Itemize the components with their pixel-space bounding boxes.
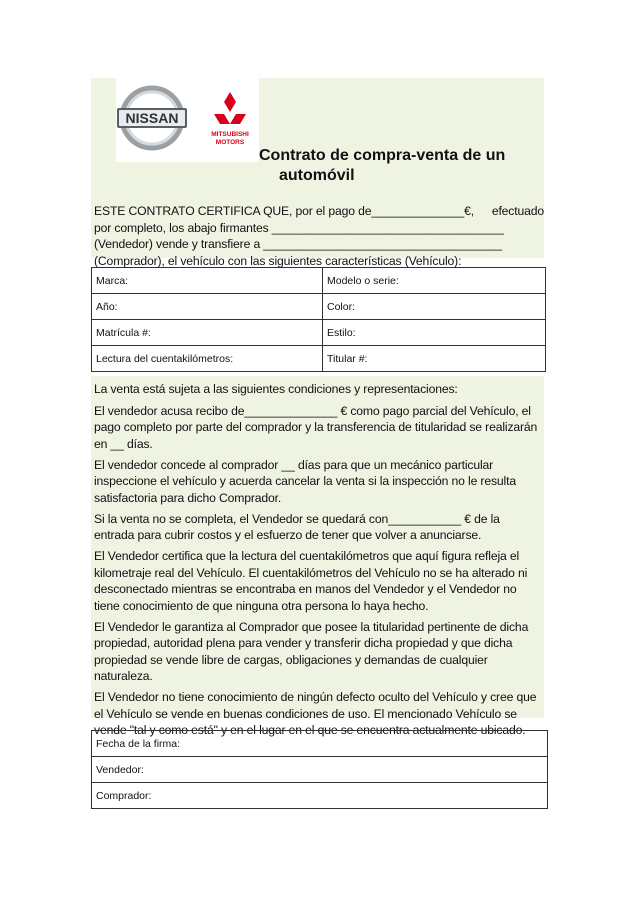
field-ano[interactable]: Año: xyxy=(92,294,323,320)
intro-line-2: por completo, los abajo firmantes ___________________________________ xyxy=(94,220,504,235)
nissan-logo xyxy=(117,88,187,148)
field-vendedor[interactable]: Vendedor: xyxy=(92,757,548,783)
mitsubishi-logo xyxy=(211,92,249,146)
logos-graphic xyxy=(116,78,259,162)
field-estilo[interactable]: Estilo: xyxy=(323,320,546,346)
condition-paragraph: El vendedor acusa recibo de______________ € como pago parcial del Vehículo, el pago completo por parte del comprador y la transferencia de titularidad se realizarán en __ días. xyxy=(94,403,538,451)
field-modelo[interactable]: Modelo o serie: xyxy=(323,268,546,294)
title-line-1: Contrato de compra-venta de un xyxy=(259,147,506,164)
condition-paragraph: El vendedor concede al comprador __ días para que un mecánico particular inspeccione el vehículo y acuerda cancelar la venta si la inspección no le resulta satisfactoria para dicho Comprador. xyxy=(94,457,516,505)
table-row xyxy=(92,731,548,757)
table-row xyxy=(92,268,546,294)
conditions-heading: La venta está sujeta a las siguientes condiciones y representaciones: xyxy=(94,382,458,396)
svg-text:NISSAN: NISSAN xyxy=(125,110,179,126)
condition-paragraph: Si la venta no se completa, el Vendedor se quedará con___________ € de la entrada para cubrir costos y el esfuerzo de tener que volver a anunciarse. xyxy=(94,511,500,542)
intro-line-1: ESTE CONTRATO CERTIFICA QUE, por el pago de______________€, efectuado xyxy=(94,204,544,218)
field-comprador[interactable]: Comprador: xyxy=(92,783,548,809)
signature-table xyxy=(91,730,548,809)
table-row xyxy=(92,294,546,320)
field-marca[interactable]: Marca: xyxy=(92,268,323,294)
intro-line-4: (Comprador), el vehículo con las siguientes características (Vehículo): xyxy=(94,253,462,268)
table-row xyxy=(92,346,546,372)
field-cuentakilometros[interactable]: Lectura del cuentakilómetros: xyxy=(92,346,323,372)
table-row xyxy=(92,320,546,346)
conditions-section xyxy=(94,381,544,743)
svg-text:MOTORS: MOTORS xyxy=(215,139,245,146)
intro-paragraph xyxy=(94,203,544,269)
brand-logos xyxy=(116,78,259,162)
condition-paragraph: El Vendedor le garantiza al Comprador que posee la titularidad pertinente de dicha propiedad, autoridad plena para vender y transferir dicha propiedad y que dicha propiedad se vende libre de cargas, obligaciones y demandas de cualquier naturaleza. xyxy=(94,619,529,683)
intro-line-3: (Vendedor) vende y transfiere a ____________________________________ xyxy=(94,237,502,251)
condition-paragraph: El Vendedor certifica que la lectura del cuentakilómetros que aquí figura refleja el kilometraje real del Vehículo. El cuentakilómetros del Vehículo no se ha alterado ni desconectado mientras se encontraba en manos del Vendedor y el Vendedor no tiene conocimiento de que ninguna otra persona lo haya hecho. xyxy=(94,549,528,613)
field-matricula[interactable]: Matrícula #: xyxy=(92,320,323,346)
table-row xyxy=(92,783,548,809)
svg-text:MITSUBISHI: MITSUBISHI xyxy=(211,131,249,138)
condition-paragraph: El Vendedor no tiene conocimiento de ningún defecto oculto del Vehículo y cree que el Vehículo se vende en buenas condiciones de uso. El mencionado Vehículo se vende "tal y como está" y en el lugar en el que se encuentra actualmente ubicado. xyxy=(94,690,537,737)
vehicle-table xyxy=(91,267,546,372)
field-fecha-firma[interactable]: Fecha de la firma: xyxy=(92,731,548,757)
field-color[interactable]: Color: xyxy=(323,294,546,320)
title-line-2: automóvil xyxy=(279,167,355,184)
field-titular[interactable]: Titular #: xyxy=(323,346,546,372)
document-title xyxy=(259,146,529,186)
table-row xyxy=(92,757,548,783)
